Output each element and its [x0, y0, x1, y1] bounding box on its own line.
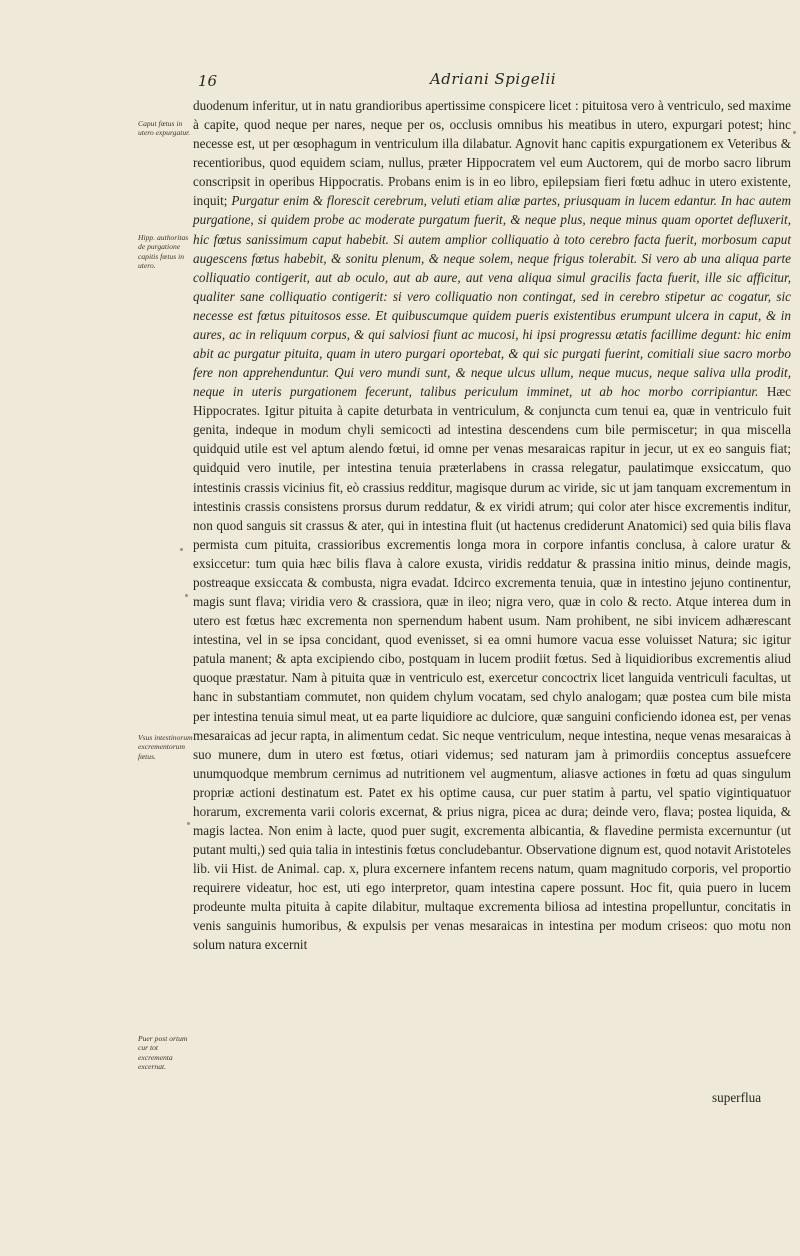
- text-intro: duodenum inferitur, ut in natu grandioribus apertissime conspicere licet : pituitosa vero à ventriculo, sed maxime à capite, quod neque per nares, neque per os, occlusis omnibus his meatibus in utero, expurgari potest; hinc necesse est, ut per œsophagum in ventriculum illa dilabatur. Agnovit hanc capitis expurgationem ex Veteribus & recentioribus, quod equidem sciam, nullus, præter Hippocratem vel eum Auctorem, qui de morbo sacro librum conscripsit in operibus Hippocratis. Probans enim is in eo libro, epilepsiam fieri fœtu adhuc in utero existente, inquit;: [193, 98, 791, 209]
- margin-note-4: Puer post ortum cur tot excrementa excernat.: [138, 1034, 188, 1071]
- text-continuation: Hæc Hippocrates. Igitur pituita à capite deturbata in ventriculum, & conjuncta cum tenui ea, quæ in ventriculo fuit genita, indeque in modum chyli semicocti ad intestina descendens cum bile permiscetur; in qua miscella quidquid utile est vel aptum alendo fœtui, id omne per venas mesaraicas rapitur in jecur, ut ex eo sanguis fiat; quidquid vero inutile, per intestina tenuia præterlabens in crassa relegatur, paulatimque exsiccatum, quo intestinis crassis vicinius fit, eò crassius redditur, magisque durum ac viride, sic ut jam tanquam excrementum in intestinis crassis consistens prorsus durum reddatur, & ex viridi atrum; qui color ater hisce excrementis inditur, non quod sanguis sit crassus & ater, qui in intestina fluit (ut hactenus crediderunt Anatomici) sed quia bilis flava permista cum pituita, crassioribus excrementis longa mora in corpore infantis conclusa, à calore uratur & exsiccetur: tum quia hæc bilis flava à calore exusta, viridis reddatur & prassina initio minus, deinde magis, postreaque exsiccata & combusta, nigra evadat. Idcirco excrementa tenuia, quæ in intestino jejuno continentur, magis sunt flava; viridia vero & crassiora, quæ in ileo; nigra vero, quæ in colo & recto. Atque interea dum in utero est fœtus hæc excrementa non spernendum habent usum. Nam prohibent, ne sibi invicem adhærescant intestina, vel in se ipsa concidant, quod evenisset, si ea omni humore vacua esse voluisset Natura; sic igitur patula manent; & apta excipiendo cibo, postquam in lucem prodiit fœtus. Sed à liquidioribus excrementis aliud quoque præstatur. Nam à pituita quæ in ventriculo est, exercetur concoctrix licet languida ventriculi facultas, ut hanc in substantiam commutet, non quidem chylum vocatam, sed chylo analogam; quæ postea cum bile mista per intestina tenuia simul meat, ut ea parte liquidiore ac dulciore, quæ sanguini conficiendo idonea est, per venas mesaraicas ad jecur rapta, in alimentum cedat. Sic neque ventriculum, neque intestina, neque venas mesaraicas à suo munere, dum in utero est fœtus, otiari videmus; sed naturam jam à primordiis conceptus assuefcere unumquodque membrum cernimus ad nutritionem vel augmentum, aliasve actiones in fœtu ad quas singulum propriæ actioni destinatum est. Patet ex his optime causa, cur puer statim à partu, vel spatio vigintiquatuor horarum, excrementa varii coloris excernat, & prius nigra, picea ac dura; deinde vero, flava; postea liquida, & magis lactea. Non enim à lacte, quod puer sugit, excrementa albicantia, & flavedine permista excernuntur (ut putant multi,) sed quia talia in intestinis fœtus concludebantur. Observatione dignum est, quod notavit Aristoteles lib. vii Hist. de Animal. cap. x, plura excernere infantem recens natum, quam magnitudo corporis, vel proportio requirere videatur, hoc est, uti ego interpretor, quam intestina capere possunt. Hoc fit, quia puero in lucem prodeunte multa pituita à capite dilabitur, multaque excrementa biliosa ad intestina propelluntur, concitatis in venis sanguinis humoribus, & expulsis per venas mesaraicas in intestina per modum criseos: quo motu non solum natura excernit: [193, 384, 791, 953]
- print-speck: [187, 822, 190, 825]
- margin-note-1: Caput fœtus in utero expurgatur.: [138, 119, 191, 138]
- print-speck: [180, 548, 183, 551]
- print-speck: [185, 594, 188, 597]
- print-speck: [793, 131, 796, 134]
- main-text: [193, 96, 791, 955]
- page-number: 16: [198, 72, 218, 90]
- margin-note-2: Hipp. authoritas de purgatione capitis fœtus in utero.: [138, 233, 189, 270]
- running-head: Adriani Spigelii: [429, 70, 557, 88]
- paragraph: [193, 96, 791, 955]
- margin-note-3: Vsus intestinorum excrementorum fœtus.: [138, 733, 193, 761]
- catchword: superflua: [712, 1090, 762, 1105]
- hippocrates-quote: Purgatur enim & florescit cerebrum, veluti etiam aliæ partes, priusquam in lucem edantur. In hac autem purgatione, si quidem probe ac moderate purgatum fuerit, & neque plus, neque minus quam oportet defluxerit, hic fœtus sanissimum caput habebit. Si autem amplior colliquatio à toto cerebro facta fuerit, morbosum caput augescens fœtus habebit, & sonitu plenum, & neque solem, neque frigus tolerabit. Si vero ab una aliqua parte colliquatio contigerit, aut ab oculo, aut ab aure, aut vena aliqua simul gracilis facta fuerit, ille sic afficitur, qualiter sane colliquatio contigerit: si vero colliquatio non contingat, sed in cerebro stipetur ac cogatur, sic necesse est fœtus pituitosos esse. Et quibuscumque quidem pueris existentibus erumpunt ulcera in caput, & in aures, ac in reliquum corpus, & qui salviosi fiunt ac mucosi, hi ipsi progressu ætatis facillime degunt: hic enim abit ac purgatur pituita, quam in utero purgari oportebat, & qui sic purgati fuerint, comitiali siue sacro morbo fere non apprehenduntur. Qui vero mundi sunt, & neque ulcus ullum, neque mucus, neque saliva ulla prodit, neque in uteris purgationem fecerunt, talibus periculum imminet, ut ab hoc morbo corripiantur.: [193, 193, 792, 400]
- page-header: [198, 70, 788, 92]
